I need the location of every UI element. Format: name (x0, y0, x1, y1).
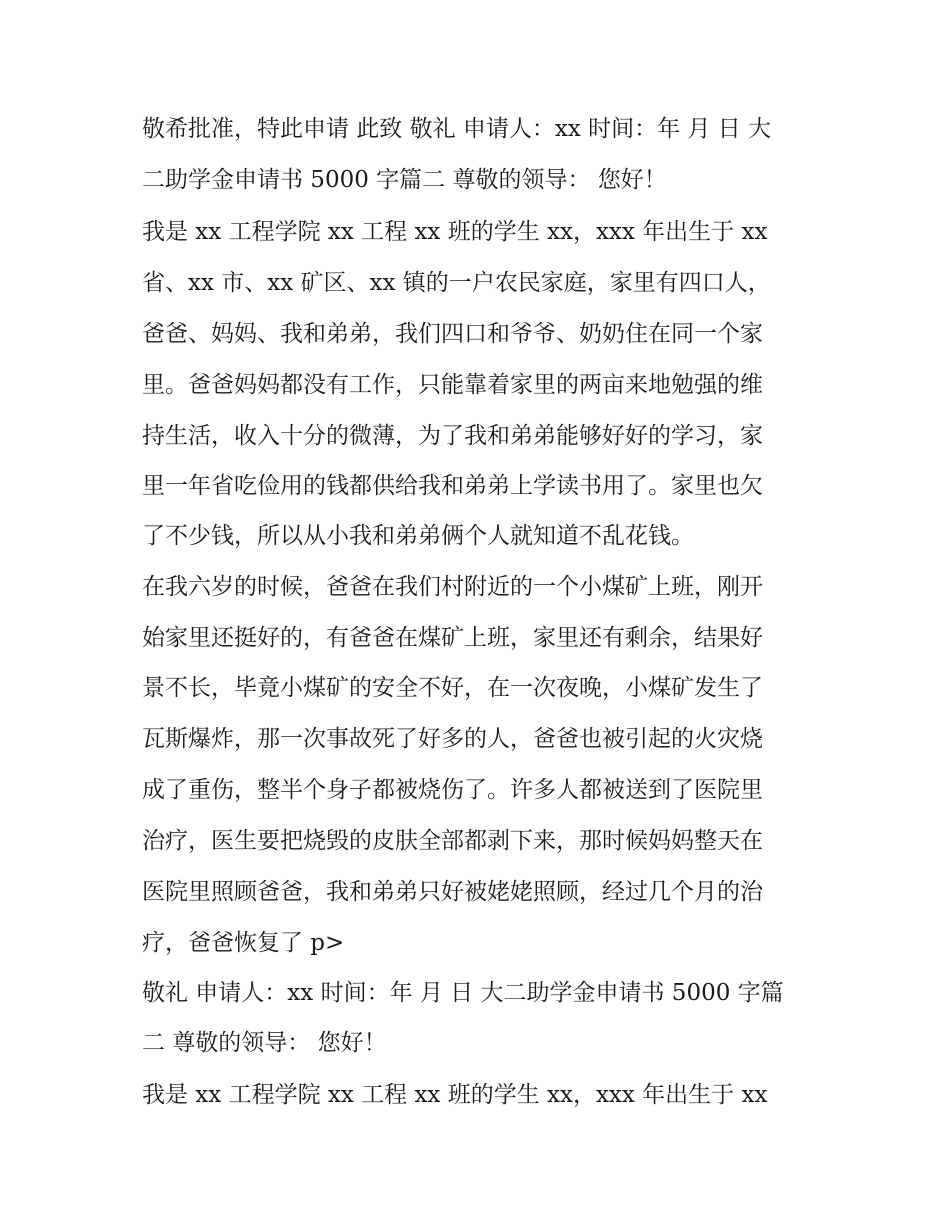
text-line: 里一年省吃俭用的钱都供给我和弟弟上学读书用了。家里也欠 (142, 473, 763, 499)
text-line: 我是 xx 工程学院 xx 工程 xx 班的学生 xx，xxx 年出生于 xx (142, 1082, 768, 1108)
text-line: 瓦斯爆炸，那一次事故死了好多的人，爸爸也被引起的火灾烧 (142, 726, 763, 752)
text-line: 疗，爸爸恢复了 p> (142, 930, 345, 956)
text-line: 治疗，医生要把烧毁的皮肤全部都剥下来，那时候妈妈整天在 (142, 828, 763, 854)
text-line: 里。爸爸妈妈都没有工作，只能靠着家里的两亩来地勉强的维 (142, 372, 763, 398)
text-line: 成了重伤，整半个身子都被烧伤了。许多人都被送到了医院里 (142, 777, 763, 803)
text-line: 省、xx 市、xx 矿区、xx 镇的一户农民家庭，家里有四口人， (142, 270, 771, 296)
text-line: 医院里照顾爸爸，我和弟弟只好被姥姥照顾，经过几个月的治 (142, 879, 763, 905)
text-line: 了不少钱，所以从小我和弟弟俩个人就知道不乱花钱。 (142, 523, 694, 549)
text-line: 二助学金申请书 5000 字篇二 尊敬的领导： 您好！ (142, 167, 667, 193)
text-line: 持生活，收入十分的微薄，为了我和弟弟能够好好的学习，家 (142, 423, 763, 449)
text-line: 敬礼 申请人：xx 时间：年 月 日 大二助学金申请书 5000 字篇 (142, 980, 784, 1006)
text-line: 在我六岁的时候，爸爸在我们村附近的一个小煤矿上班，刚开 (142, 574, 763, 600)
text-line: 我是 xx 工程学院 xx 工程 xx 班的学生 xx，xxx 年出生于 xx (142, 219, 768, 245)
text-line: 二 尊敬的领导： 您好！ (142, 1030, 387, 1056)
text-line: 爸爸、妈妈、我和弟弟，我们四口和爷爷、奶奶住在同一个家 (142, 321, 763, 347)
text-line: 始家里还挺好的，有爸爸在煤矿上班，家里还有剩余，结果好 (142, 625, 763, 651)
text-line: 景不长，毕竟小煤矿的安全不好，在一次夜晚，小煤矿发生了 (142, 675, 763, 701)
text-line: 敬希批准，特此申请 此致 敬礼 申请人：xx 时间：年 月 日 大 (142, 116, 772, 142)
